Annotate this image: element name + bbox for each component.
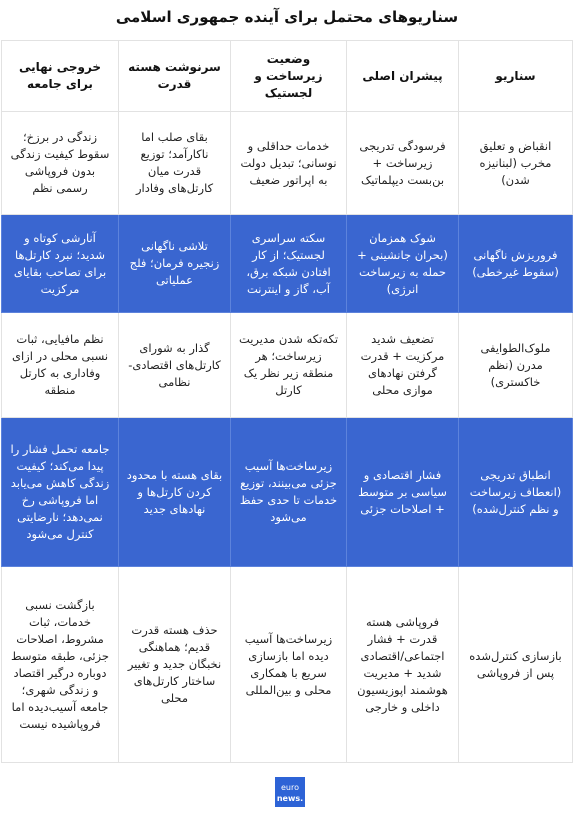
power-core-cell: بقای هسته با محدود کردن کارتل‌ها و نهادهای جدید [119, 418, 231, 567]
power-core-cell: گذار به شورای کارتل‌های اقتصادی-نظامی [119, 313, 231, 418]
scenario-cell: ملوک‌الطوایفی مدرن (نظم خاکستری) [459, 313, 573, 418]
infrastructure-cell: خدمات حداقلی و نوسانی؛ تبدیل دولت به اپراتور ضعیف [231, 112, 347, 215]
table-row [2, 313, 573, 418]
column-header-scenario: سناریو [459, 41, 573, 112]
infrastructure-cell: زیرساخت‌ها آسیب جزئی می‌بینند، توزیع خدمات تا حدی حفظ می‌شود [231, 418, 347, 567]
infrastructure-cell: تکه‌تکه شدن مدیریت زیرساخت؛ هر منطقه زیر نظر یک کارتل [231, 313, 347, 418]
scenario-cell: بازسازی کنترل‌شده پس از فروپاشی [459, 567, 573, 763]
infrastructure-cell: زیرساخت‌ها آسیب دیده اما بازسازی سریع با همکاری محلی و بین‌المللی [231, 567, 347, 763]
scenario-cell: انطباق تدریجی (انعطاف زیرساخت و نظم کنترل‌شده) [459, 418, 573, 567]
driver-cell: فشار اقتصادی و سیاسی بر متوسط + اصلاحات جزئی [347, 418, 459, 567]
table-row [2, 215, 573, 313]
table-header-row [2, 41, 573, 112]
table-row [2, 567, 573, 763]
infrastructure-cell: سکته سراسری لجستیک؛ از کار افتادن شبکه برق، آب، گاز و اینترنت [231, 215, 347, 313]
power-core-cell: تلاشی ناگهانی زنجیره فرمان؛ فلج عملیاتی [119, 215, 231, 313]
driver-cell: شوک همزمان (بحران جانشینی + حمله به زیرساخت انرژی) [347, 215, 459, 313]
driver-cell: فرسودگی تدریجی زیرساخت + بن‌بست دیپلماتیک [347, 112, 459, 215]
column-header-driver: پیشران اصلی [347, 41, 459, 112]
driver-cell: تضعیف شدید مرکزیت + قدرت گرفتن نهادهای موازی محلی [347, 313, 459, 418]
outcome-cell: آنارشی کوتاه و شدید؛ نبرد کارتل‌ها برای تصاحب بقایای مرکزیت [2, 215, 119, 313]
table-row [2, 418, 573, 567]
power-core-cell: حذف هسته قدرت قدیم؛ هماهنگی نخبگان جدید و تغییر ساختار کارتل‌های محلی [119, 567, 231, 763]
outcome-cell: زندگی در برزخ؛ سقوط کیفیت زندگی بدون فروپاشی رسمی نظم [2, 112, 119, 215]
logo-line-2: news. [276, 794, 304, 803]
logo-line-1: euro [281, 783, 299, 792]
driver-cell: فروپاشی هسته قدرت + فشار اجتماعی/اقتصادی شدید + مدیریت هوشمند اپوزیسیون داخلی و خارجی [347, 567, 459, 763]
power-core-cell: بقای صلب اما ناکارآمد؛ توزیع قدرت میان کارتل‌های وفادار [119, 112, 231, 215]
euronews-logo [275, 777, 305, 807]
column-header-infrastructure: وضعیت زیرساخت و لجستیک [231, 41, 347, 112]
column-header-outcome: خروجی نهایی برای جامعه [2, 41, 119, 112]
scenario-cell: انقباض و تعلیق مخرب (لبنانیزه شدن) [459, 112, 573, 215]
outcome-cell: بازگشت نسبی خدمات، ثبات مشروط، اصلاحات جزئی، طبقه متوسط دوباره درگیر اقتصاد و زندگی شهری؛ جامعه آسیب‌دیده اما فروپاشیده نیست [2, 567, 119, 763]
outcome-cell: نظم مافیایی، ثبات نسبی محلی در ازای وفاداری به کارتل منطقه [2, 313, 119, 418]
page-title: سناریوهای محتمل برای آینده جمهوری اسلامی [115, 8, 459, 26]
outcome-cell: جامعه تحمل فشار را پیدا می‌کند؛ کیفیت زندگی کاهش می‌یابد اما فروپاشی رخ نمی‌دهد؛ نارضایتی کنترل می‌شود [2, 418, 119, 567]
column-header-power-core: سرنوشت هسته قدرت [119, 41, 231, 112]
scenario-cell: فروریزش ناگهانی (سقوط غیرخطی) [459, 215, 573, 313]
table-row [2, 112, 573, 215]
scenarios-table [1, 40, 573, 763]
